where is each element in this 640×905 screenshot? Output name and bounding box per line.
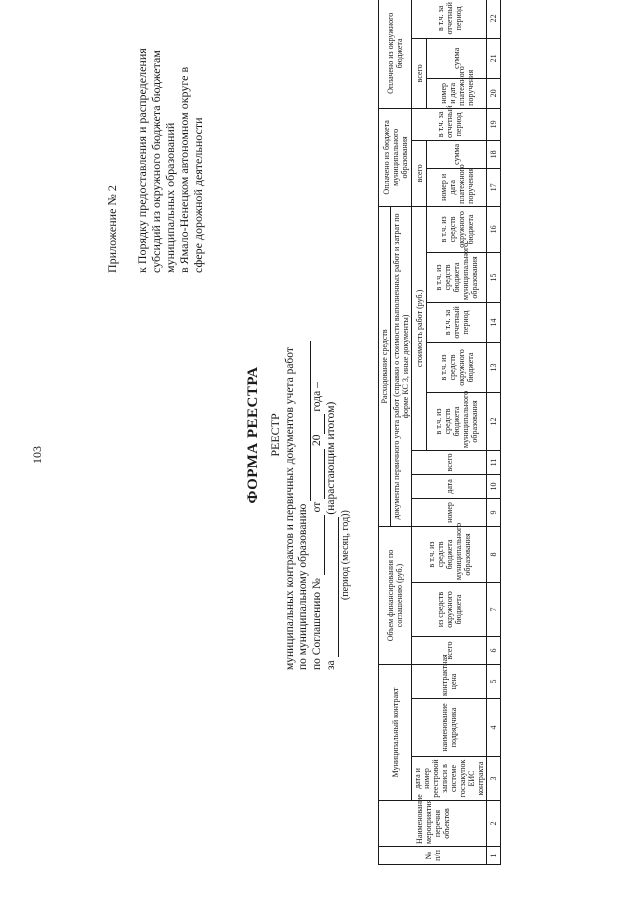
column-number: 12 — [487, 392, 501, 450]
th-cost-okr: в т.ч. из средств окружного бюджета — [427, 342, 487, 392]
th-cost-mun: в т.ч. из средств бюджета муниципального образования — [427, 392, 487, 450]
column-number: 15 — [487, 252, 501, 302]
th-cost-period: в т.ч. за отчетный период — [427, 302, 487, 342]
period-caption: (период (месяц, год)) — [340, 510, 351, 600]
column-number: 19 — [487, 108, 501, 140]
th-doc-number: номер — [412, 498, 487, 526]
th-paid-mun-total: всего — [412, 140, 427, 206]
th-cost-okr2: в т.ч. из средств окружного бюджета — [427, 206, 487, 252]
appendix-line: к Порядку предоставления и распределения — [135, 48, 149, 273]
column-number: 20 — [487, 78, 501, 108]
th-paid-mun: Оплачено из бюджета муниципального образования — [379, 108, 412, 206]
th-expense: Расходование средств — [379, 206, 391, 526]
th-docs: документы первичного учета работ (справки о стоимости выполненных работ и затрат по форме КС 3, иные документы) — [391, 206, 412, 526]
appendix-title: Приложение № 2 — [105, 185, 119, 273]
th-paid-okr-total: всего — [412, 38, 427, 108]
column-number: 2 — [487, 801, 501, 847]
column-number: 5 — [487, 664, 501, 698]
th-doc-total: всего — [412, 450, 487, 474]
column-number: 17 — [487, 168, 501, 206]
description-line: по Соглашению № от 20 года – — [311, 382, 323, 670]
appendix-line: в Ямало-Ненецком автономном округе в — [177, 66, 191, 273]
column-number: 16 — [487, 206, 501, 252]
th-name: Наименование мероприятия перечня объектов — [379, 801, 487, 847]
column-number: 21 — [487, 38, 501, 78]
column-number: 1 — [487, 847, 501, 865]
page-number: 103 — [30, 446, 44, 464]
description-line: по муниципальному образованию — [297, 230, 311, 670]
th-fin-total: всего — [412, 636, 487, 664]
th-paid-mun-order: номер и дата платежного поручения — [427, 168, 487, 206]
th-contract-reg: дата и номер реестровой записи в системе госзакупок ЕИС контракта — [412, 757, 487, 801]
column-number: 4 — [487, 699, 501, 757]
column-number: 22 — [487, 0, 501, 38]
column-number-row — [487, 0, 501, 865]
appendix-block — [105, 13, 205, 273]
th-paid-okr-order: номер и дата платежного поручения — [427, 78, 487, 108]
register-table — [378, 0, 501, 865]
th-paid-okr-period: в т.ч. за отчетный период — [412, 0, 487, 38]
th-paid-okr: Оплачено из окружного бюджета — [379, 0, 412, 108]
reestr-title: РЕЕСТР — [268, 413, 282, 457]
th-fin-okr: из средств окружного бюджета — [412, 582, 487, 636]
header-row — [412, 0, 427, 865]
th-contract: Муниципальный контракт — [379, 664, 412, 800]
column-number: 13 — [487, 342, 501, 392]
appendix-line: субсидий из окружного бюджета бюджетам — [149, 50, 163, 273]
th-contract-contractor: наименование подрядчика — [412, 699, 487, 757]
th-num: № п/п — [379, 847, 487, 865]
th-paid-okr-sum: сумма — [427, 38, 487, 78]
column-number: 6 — [487, 636, 501, 664]
column-number: 9 — [487, 498, 501, 526]
th-doc-date: дата — [412, 474, 487, 498]
appendix-line: муниципальных образований — [163, 122, 177, 273]
form-title: ФОРМА РЕЕСТРА — [245, 366, 261, 504]
column-number: 11 — [487, 450, 501, 474]
column-number: 18 — [487, 140, 501, 168]
column-number: 8 — [487, 526, 501, 582]
register-description — [284, 230, 352, 670]
th-paid-mun-period: в т.ч. за отчетный период — [412, 108, 487, 140]
th-cost-mun2: в т.ч. из средств бюджета муниципального образования — [427, 252, 487, 302]
header-row — [379, 0, 391, 865]
th-paid-mun-sum: сумма — [427, 140, 487, 168]
th-financing: Объем финансирования по соглашению (руб.) — [379, 526, 412, 664]
column-number: 10 — [487, 474, 501, 498]
th-contract-price: контрактная цена — [412, 664, 487, 698]
column-number: 14 — [487, 302, 501, 342]
column-number: 3 — [487, 757, 501, 801]
appendix-line: сфере дорожной деятельности — [191, 117, 205, 273]
th-fin-mun: в т.ч. из средств бюджета муниципального образования — [412, 526, 487, 582]
description-line: за (нарастающим итогом) — [325, 401, 337, 670]
th-cost: стоимость работ (руб.) — [412, 206, 427, 450]
column-number: 7 — [487, 582, 501, 636]
description-line: муниципальных контрактов и первичных документов учета работ — [284, 347, 296, 670]
